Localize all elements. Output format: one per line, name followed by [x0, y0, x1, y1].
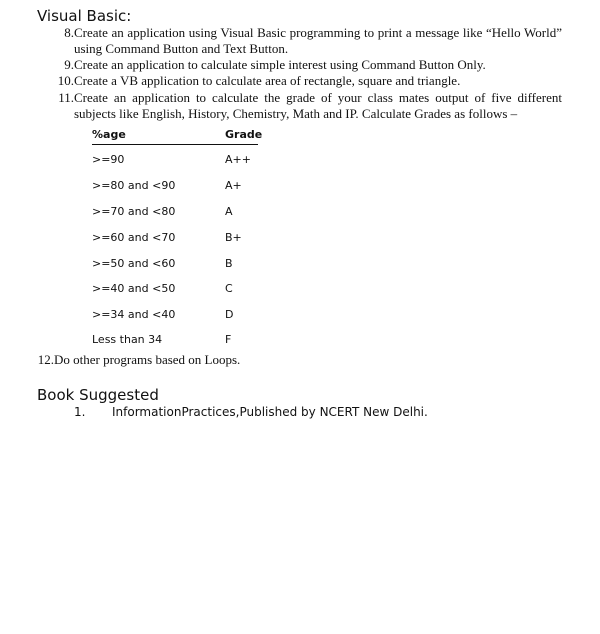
list-item-number: 11. [58, 90, 74, 105]
range-cell: >=80 and <90 [92, 179, 176, 192]
list-item-11 [54, 90, 562, 122]
grade-cell: F [225, 333, 232, 346]
grade-cell: A [225, 205, 233, 218]
list-item-number: 1. [74, 405, 86, 419]
list-item-number: 12. [37, 352, 54, 367]
column-header-grade: Grade [225, 128, 263, 141]
section-heading-book-suggested: Book Suggested [37, 386, 159, 404]
list-item-text: Create a VB application to calculate area of rectangle, square and triangle. [74, 73, 461, 88]
list-item-8 [54, 25, 562, 57]
grade-cell: B+ [225, 231, 242, 244]
table-row [92, 153, 262, 169]
range-cell: Less than 34 [92, 333, 163, 346]
list-item-12 [34, 352, 542, 368]
table-row [92, 282, 262, 298]
grade-table-header [92, 128, 263, 145]
list-item-number: 9. [64, 57, 74, 72]
grade-cell: A++ [225, 153, 251, 166]
range-cell: >=70 and <80 [92, 205, 176, 218]
list-item-text: Create an application using Visual Basic programming to print a message like “Hello World” using Command Button and Text Button. [74, 25, 562, 56]
range-cell: >=90 [92, 153, 125, 166]
column-header-percentage: %age [92, 128, 126, 141]
grade-cell: A+ [225, 179, 242, 192]
table-row [92, 308, 262, 324]
list-item-10 [54, 73, 562, 89]
range-cell: >=40 and <50 [92, 282, 176, 295]
book-title: InformationPractices,Published by NCERT New Delhi. [112, 405, 428, 419]
table-row [92, 231, 262, 247]
table-row [92, 179, 262, 195]
grade-cell: B [225, 257, 233, 270]
list-item-9 [54, 57, 562, 73]
range-cell: >=60 and <70 [92, 231, 176, 244]
table-row [92, 333, 262, 349]
table-row [92, 205, 262, 221]
section-heading-visual-basic: Visual Basic: [37, 7, 132, 25]
grade-cell: D [225, 308, 234, 321]
list-item-text: Create an application to calculate the grade of your class mates output of five different subjects like English, History, Chemistry, Math and IP. Calculate Grades as follows – [74, 90, 562, 121]
grade-cell: C [225, 282, 233, 295]
list-item-number: 8. [64, 25, 74, 40]
list-item-text: Create an application to calculate simple interest using Command Button Only. [74, 57, 486, 72]
list-item-number: 10. [57, 73, 74, 88]
list-item-text: Do other programs based on Loops. [54, 352, 241, 367]
range-cell: >=50 and <60 [92, 257, 176, 270]
table-row [92, 257, 262, 273]
range-cell: >=34 and <40 [92, 308, 176, 321]
